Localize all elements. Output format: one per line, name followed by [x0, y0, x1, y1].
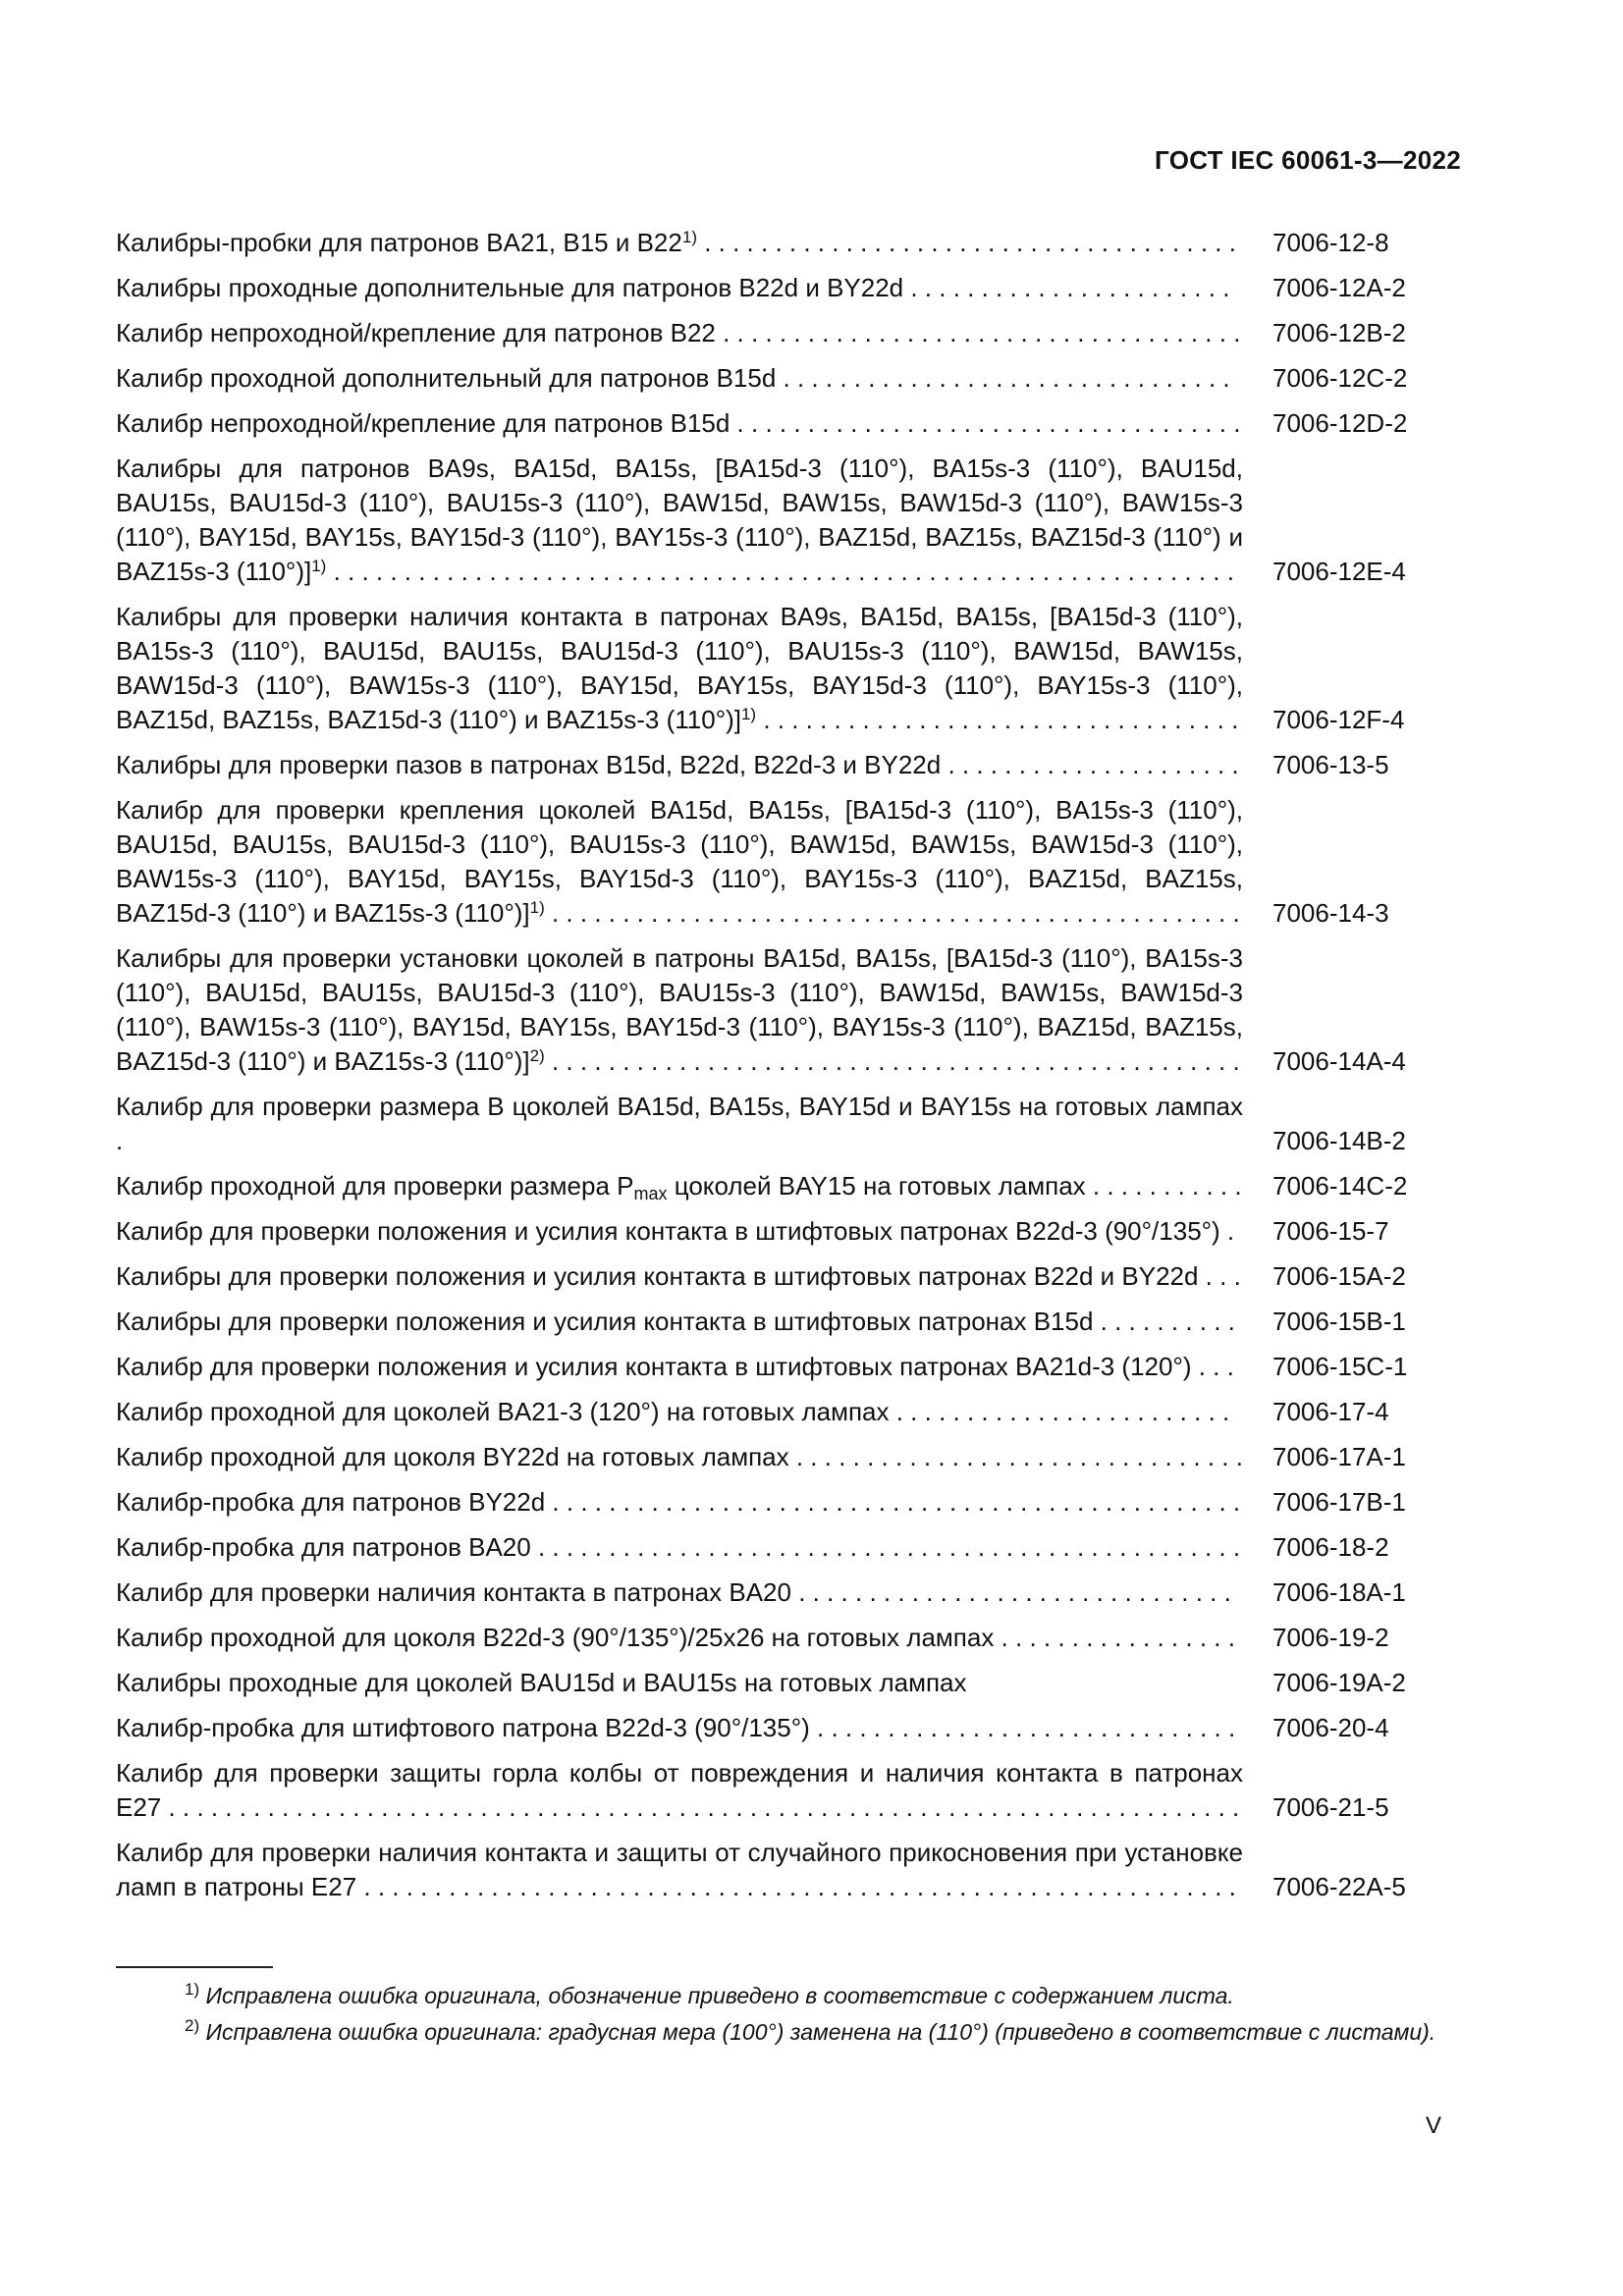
toc-entry-code: 7006-18-2: [1272, 1532, 1389, 1562]
footnote: [116, 2017, 1439, 2048]
toc-entry-code: 7006-17B-1: [1272, 1487, 1406, 1517]
toc-row: [116, 793, 1412, 931]
dot-leader: . . . . . . . . . . . . . . . . .: [994, 1623, 1235, 1652]
toc-entry-text: Калибры проходные дополнительные для патронов B22d и BY22d: [116, 273, 904, 302]
toc-entry-title: [116, 271, 1243, 305]
dot-leader: . . . . . . . . . . . . . . . . . . . . . . .: [903, 273, 1230, 302]
toc-entry-title: [116, 361, 1243, 396]
dot-leader: . . . . . . . . . . . . . . . . . . . . . . . . . . . . . . . . . . . . . .: [696, 228, 1236, 257]
toc-entry-title: [116, 1575, 1243, 1610]
toc-entry-text: Калибр проходной для цоколя BY22d на готовых лампах: [116, 1442, 789, 1471]
toc-entry-text: Калибры-пробки для патронов BA21, B15 и B22: [116, 228, 682, 257]
toc-row: [116, 361, 1412, 396]
toc-entry-text: Калибр-пробка для патронов BY22d: [116, 1487, 546, 1517]
toc-entry-title: [116, 1214, 1243, 1249]
footnotes: [116, 1981, 1439, 2054]
footnote-ref: 1): [740, 705, 757, 723]
dot-leader: . . . . . . . . . . . . . . . . . . . . . . . .: [889, 1397, 1230, 1426]
dot-leader: . . . . . . . . . . . . . . . . . . . . . . . . . . . . . . . .: [776, 363, 1230, 393]
dot-leader: . . . . . . . . . . . . . . . . . . . . .: [941, 750, 1239, 779]
toc-entry-text: Калибр-пробка для штифтового патрона B22d-3 (90°/135°): [116, 1713, 810, 1742]
toc-entry-code: 7006-22A-5: [1272, 1872, 1406, 1901]
toc-entry-text: Калибр для проверки размера B цоколей BA15d, BA15s, BAY15d и BAY15s на готовых лампах: [116, 1092, 1243, 1121]
table-of-contents: [116, 226, 1412, 1915]
toc-entry-code: 7006-13-5: [1272, 750, 1389, 779]
dot-leader: .: [116, 1126, 124, 1155]
toc-entry-title: [116, 1711, 1243, 1745]
toc-row: [116, 1530, 1412, 1565]
toc-row: [116, 1305, 1412, 1339]
toc-entry-code: 7006-17-4: [1272, 1397, 1389, 1426]
toc-entry-title: [116, 1350, 1243, 1384]
toc-entry-title: [116, 600, 1243, 737]
dot-leader: . . . . . . . . . . . . . . . . . . . . . . . . . . . . . . . . . . . . . . . . . . . . . . . . .: [545, 1487, 1241, 1517]
toc-entry-title: [116, 1305, 1243, 1339]
toc-row: [116, 226, 1412, 260]
toc-entry-text: Калибр проходной для проверки размера P: [116, 1171, 634, 1201]
toc-row: [116, 1214, 1412, 1249]
toc-entry-text: Калибры проходные для цоколей BAU15d и BAU15s на готовых лампах: [116, 1668, 967, 1697]
toc-entry-text: Калибры для проверки установки цоколей в патроны BA15d, BA15s, [BA15d-3 (110°), BA15s-3 (110°), BAU15d, BAU15s, BAU15d-3 (110°), BAU15s-3 (110°), BAW15d, BAW15s, BAW15d-3 (110°), BAW15s-3 (110°), BAY15d, BAY15s, BAY15d-3 (110°), BAY15s-3 (110°), BAZ15d, BAZ15s, BAZ15d-3 (110°) и BAZ15s-3 (110°)]: [116, 943, 1243, 1076]
toc-entry-code: 7006-12C-2: [1272, 363, 1408, 393]
toc-row: [116, 1621, 1412, 1655]
toc-entry-text: Калибр проходной для цоколей BA21-3 (120°) на готовых лампах: [116, 1397, 890, 1426]
toc-entry-title: [116, 941, 1243, 1079]
toc-entry-title: [116, 452, 1243, 589]
toc-entry-code: 7006-12D-2: [1272, 408, 1408, 438]
dot-leader: . . . . . . . . . . . . . . . . . . . . . . . . . . . . . . . . . . . .: [730, 408, 1241, 438]
toc-entry-code: 7006-14C-2: [1272, 1171, 1408, 1201]
toc-row: [116, 1350, 1412, 1384]
footnote-text: Исправлена ошибка оригинала, обозначение приведено в соответствие с содержанием листа.: [199, 1983, 1234, 2008]
toc-entry-text: Калибр непроходной/крепление для патронов B22: [116, 318, 716, 347]
toc-row: [116, 600, 1412, 737]
toc-entry-text: Калибр проходной дополнительный для патронов B15d: [116, 363, 777, 393]
dot-leader: . . . . . . . . . . . . . . . . . . . . . . . . . . . . . . . . . .: [756, 705, 1239, 734]
toc-entry-title: [116, 1756, 1243, 1825]
dot-leader: . . . . . . . . . . . . . . . . . . . . . . . . . . . . . . . . . . . . . . . . . . . . . . . . .: [544, 898, 1240, 928]
toc-entry-code: 7006-14B-2: [1272, 1126, 1406, 1155]
toc-row: [116, 748, 1412, 782]
toc-entry-text: Калибры для проверки положения и усилия контакта в штифтовых патронах B15d: [116, 1307, 1094, 1336]
dot-leader: . . . . . . . . . . . . . . . . . . . . . . . . . . . . . . . . . . . . . . . . . . . . . . . . . . . . . . . . . . . . . . . .: [326, 557, 1234, 586]
dot-leader: . . .: [1198, 1261, 1241, 1291]
toc-entry-title: [116, 1259, 1243, 1294]
toc-row: [116, 1485, 1412, 1520]
toc-row: [116, 452, 1412, 589]
toc-entry-text: Калибр для проверки положения и усилия контакта в штифтовых патронах B22d-3 (90°/135°): [116, 1216, 1220, 1246]
toc-entry-code: 7006-18A-1: [1272, 1577, 1406, 1607]
toc-entry-title: [116, 1836, 1243, 1904]
toc-entry-code: 7006-12B-2: [1272, 318, 1406, 347]
dot-leader: . . .: [1191, 1352, 1234, 1381]
toc-entry-title: [116, 316, 1243, 350]
dot-leader: . . . . . . . . . . . . . . . . . . . . . . . . . . . . . . .: [790, 1577, 1231, 1607]
dot-leader: . . . . . . . . . .: [1093, 1307, 1235, 1336]
subscript: max: [633, 1184, 668, 1203]
footnote-ref: 1): [681, 228, 697, 246]
dot-leader: . . . . . . . . . . . . . . . . . . . . . . . . . . . . . . . . . . . . .: [715, 318, 1241, 347]
toc-entry-text: Калибр-пробка для патронов BA20: [116, 1532, 531, 1562]
toc-entry-text: Калибр для проверки защиты горла колбы от повреждения и наличия контакта в патронах E27: [116, 1758, 1243, 1822]
toc-entry-text: Калибр для проверки положения и усилия контакта в штифтовых патронах BA21d-3 (120°): [116, 1352, 1192, 1381]
toc-entry-title: [116, 1090, 1243, 1158]
dot-leader: . . . . . . . . . . .: [1085, 1171, 1242, 1201]
dot-leader: . . . . . . . . . . . . . . . . . . . . . . . . . . . . . . . . . . . . . . . . . . . . . . . . . . . . . . . . . . . . . . . . . . . . . . . . . . . .: [161, 1792, 1240, 1822]
dot-leader: . . . . . . . . . . . . . . . . . . . . . . . . . . . . . . . .: [788, 1442, 1243, 1471]
toc-entry-code: 7006-15C-1: [1272, 1352, 1408, 1381]
toc-entry-code: 7006-20-4: [1272, 1713, 1389, 1742]
footnote-ref: 1): [311, 557, 327, 575]
toc-row: [116, 316, 1412, 350]
toc-entry-title: [116, 1666, 1243, 1700]
toc-row: [116, 941, 1412, 1079]
toc-entry-title: [116, 1169, 1243, 1203]
toc-entry-code: 7006-15-7: [1272, 1216, 1389, 1246]
toc-entry-code: 7006-12A-2: [1272, 273, 1406, 302]
toc-row: [116, 1395, 1412, 1429]
toc-row: [116, 406, 1412, 441]
footnote-mark: 2): [185, 2016, 200, 2035]
toc-entry-title: [116, 226, 1243, 260]
toc-entry-title: [116, 406, 1243, 441]
toc-entry-text: Калибры для проверки положения и усилия контакта в штифтовых патронах B22d и BY22d: [116, 1261, 1199, 1291]
footnote-ref: 2): [529, 1046, 545, 1065]
toc-row: [116, 1440, 1412, 1474]
toc-entry-title: [116, 1485, 1243, 1520]
toc-entry-text: Калибры для проверки наличия контакта в патронах BA9s, BA15d, BA15s, [BA15d-3 (110°), BA15s-3 (110°), BAU15d, BAU15s, BAU15d-3 (110°), BAU15s-3 (110°), BAW15d, BAW15s, BAW15d-3 (110°), BAW15s-3 (110°), BAY15d, BAY15s, BAY15d-3 (110°), BAY15s-3 (110°), BAZ15d, BAZ15s, BAZ15d-3 (110°) и BAZ15s-3 (110°)]: [116, 602, 1243, 734]
dot-leader: . . . . . . . . . . . . . . . . . . . . . . . . . . . . . . . . . . . . . . . . . . . . . . . . . . . . . . . . . . . . . .: [356, 1872, 1236, 1901]
footnote: [116, 1981, 1439, 2011]
toc-entry-code: 7006-19-2: [1272, 1623, 1389, 1652]
footnote-ref: 1): [529, 898, 545, 917]
toc-row: [116, 1666, 1412, 1700]
dot-leader: .: [1219, 1216, 1235, 1246]
toc-entry-code: 7006-14-3: [1272, 898, 1389, 928]
toc-entry-text: Калибр для проверки крепления цоколей BA15d, BA15s, [BA15d-3 (110°), BA15s-3 (110°), BAU15d, BAU15s, BAU15d-3 (110°), BAU15s-3 (110°), BAW15d, BAW15s, BAW15d-3 (110°), BAW15s-3 (110°), BAY15d, BAY15s, BAY15d-3 (110°), BAY15s-3 (110°), BAZ15d, BAZ15s, BAZ15d-3 (110°) и BAZ15s-3 (110°)]: [116, 795, 1243, 928]
toc-entry-text: Калибр для проверки наличия контакта и защиты от случайного прикосновения при установке ламп в патроны E27: [116, 1838, 1243, 1901]
toc-entry-code: 7006-21-5: [1272, 1792, 1389, 1822]
footnote-divider: [116, 1966, 273, 1968]
toc-entry-code: 7006-15B-1: [1272, 1307, 1406, 1336]
toc-entry-title: [116, 1440, 1243, 1474]
toc-entry-title: [116, 1621, 1243, 1655]
dot-leader: . . . . . . . . . . . . . . . . . . . . . . . . . . . . . .: [809, 1713, 1236, 1742]
page-number: V: [1425, 2112, 1441, 2139]
toc-entry-code: 7006-12E-4: [1272, 557, 1406, 586]
toc-row: [116, 1836, 1412, 1904]
footnote-mark: 1): [185, 1980, 200, 1999]
toc-entry-code: 7006-12-8: [1272, 228, 1389, 257]
dot-leader: . . . . . . . . . . . . . . . . . . . . . . . . . . . . . . . . . . . . . . . . . . . . . . . . . .: [530, 1532, 1241, 1562]
toc-entry-title: [116, 1530, 1243, 1565]
toc-entry-code: 7006-12F-4: [1272, 705, 1405, 734]
toc-row: [116, 1575, 1412, 1610]
toc-entry-text: Калибр для проверки наличия контакта в патронах BA20: [116, 1577, 791, 1607]
toc-entry-text: Калибр проходной для цоколя B22d-3 (90°/135°)/25x26 на готовых лампах: [116, 1623, 995, 1652]
toc-entry-text: Калибры для проверки пазов в патронах B15d, B22d, B22d-3 и BY22d: [116, 750, 942, 779]
toc-row: [116, 271, 1412, 305]
toc-row: [116, 1259, 1412, 1294]
toc-entry-code: 7006-17A-1: [1272, 1442, 1406, 1471]
toc-row: [116, 1090, 1412, 1158]
toc-row: [116, 1756, 1412, 1825]
toc-entry-title: [116, 748, 1243, 782]
dot-leader: . . . . . . . . . . . . . . . . . . . . . . . . . . . . . . . . . . . . . . . . . . . . . . . . .: [544, 1046, 1240, 1076]
toc-entry-code: 7006-15A-2: [1272, 1261, 1406, 1291]
toc-entry-code: 7006-19A-2: [1272, 1668, 1406, 1697]
toc-row: [116, 1169, 1412, 1203]
toc-row: [116, 1711, 1412, 1745]
toc-entry-code: 7006-14A-4: [1272, 1046, 1406, 1076]
footnote-text: Исправлена ошибка оригинала: градусная мера (100°) заменена на (110°) (приведено в соответствие с листами).: [199, 2019, 1436, 2045]
document-header: ГОСТ IEC 60061-3—2022: [1155, 145, 1461, 175]
toc-entry-text-cont: цоколей BAY15 на готовых лампах: [667, 1171, 1086, 1201]
toc-entry-title: [116, 793, 1243, 931]
toc-entry-text: Калибр непроходной/крепление для патронов B15d: [116, 408, 730, 438]
toc-entry-text: Калибры для патронов BA9s, BA15d, BA15s, [BA15d-3 (110°), BA15s-3 (110°), BAU15d, BAU15s, BAU15d-3 (110°), BAU15s-3 (110°), BAW15d, BAW15s, BAW15d-3 (110°), BAW15s-3 (110°), BAY15d, BAY15s, BAY15d-3 (110°), BAY15s-3 (110°), BAZ15d, BAZ15s, BAZ15d-3 (110°) и BAZ15s-3 (110°)]: [116, 454, 1243, 586]
toc-entry-title: [116, 1395, 1243, 1429]
